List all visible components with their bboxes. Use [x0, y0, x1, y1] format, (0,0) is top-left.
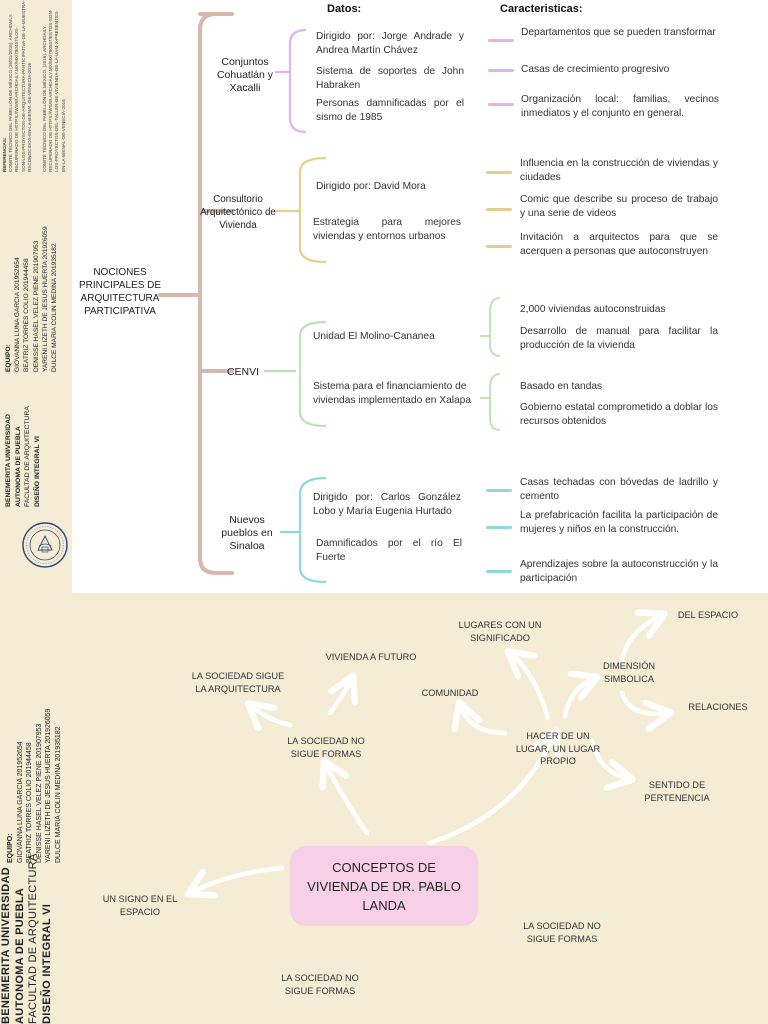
reference-line: SON-LOS-PROYECTOS-DE-ARQUITECTURA-PARTICIPATIVA-DE-LA-MUESTRA- [20, 0, 26, 172]
reference-line: COMITÉ TÉCNICO DEL PABELLÓN DE MÉXICO. (2016). ARCHDAILY. [42, 25, 47, 172]
dato-item: Sistema para el financiamiento de viviendas implementado en Xalapa [313, 381, 472, 406]
bottom-mind-map [0, 593, 768, 1024]
team-member: YARENI LIZETH DE JESUS HUERTA 201926059 [41, 226, 49, 372]
reference-line: RECUPERADO DE HTTPS://WWW.ARCHDAILY.MX/MX/780557/ESTOS-SON- [48, 9, 54, 172]
team-member: DULCE MARIA COLIN MEDINA 201935182 [51, 243, 59, 372]
purple-dash [488, 39, 514, 42]
teal-dash [486, 570, 512, 573]
reference-line: COMITÉ TÉCNICO DEL PABELLÓN DE MÉXICO (26/01/2016). ARCHDAILY. [8, 13, 14, 172]
dato-item: Dirigido por: David Mora [316, 181, 426, 192]
dato-item: Dirigido por: Carlos González Lobo y María Eugenia Hurtado [313, 492, 461, 517]
institution-line: DISEÑO INTEGRAL VI [33, 436, 41, 507]
branch-title-sinaloa: Nuevos pueblos en Sinaloa [221, 514, 273, 552]
branch-title-consultorio: Consultorio Arquitectónico de Vivienda [200, 194, 276, 231]
institution-line: FACULTAD DE ARQUITECTURA [27, 853, 39, 1024]
node-del-espacio: DEL ESPACIO [677, 610, 739, 620]
team-member: BEATRIZ TORRES COLIO 201944458 [23, 258, 31, 372]
root-topic: NOCIONES PRINCIPALES DE ARQUITECTURA PARTICIPATIVA [78, 267, 162, 317]
dato-item: Unidad El Molino-Cananea [313, 331, 435, 342]
caracteristica-item: Casas techadas con bóvedas de ladrillo y cemento [520, 477, 718, 502]
reference-line: EN-LA-BIENAL-DE-VENECIA-2016 [60, 99, 66, 172]
datos-header: Datos: [327, 3, 362, 15]
caracteristica-item: Casas de crecimiento progresivo [521, 64, 670, 75]
node-signo-espacio: UN SIGNO EN EL ESPACIO [102, 894, 178, 917]
caracteristica-item: Influencia en la construcción de viviendas y ciudades [520, 158, 718, 183]
reference-line: RECONOCIDOS-EN-LA-BIENAL-DE-VENECIA-2016 [26, 63, 32, 172]
purple-dash [488, 103, 514, 106]
branch-title-cenvi: CENVI [226, 366, 260, 378]
node-sociedad-no-sigue-formas: LA SOCIEDAD NO SIGUE FORMAS [287, 736, 365, 759]
caracteristica-item: Gobierno estatal comprometido a doblar los recursos obtenidos [520, 402, 718, 427]
institution-line: BENEMERITA UNIVERSIDAD [5, 414, 12, 507]
node-sociedad-no-sigue-formas-2: LA SOCIEDAD NO SIGUE FORMAS [523, 921, 601, 944]
node-relaciones: RELACIONES [688, 702, 748, 712]
team-member: BEATRIZ TORRES COLIO 201944458 [26, 742, 34, 863]
team-member: DENISSE HASEL VELEZ PIENE 201907953 [32, 240, 40, 372]
dato-item: Personas damnificadas por el sismo de 1985 [316, 98, 464, 123]
caracteristica-item: Departamentos que se pueden transformar [521, 27, 716, 38]
caracteristica-item: Comic que describe su proceso de trabajo y una serie de videos [520, 194, 718, 219]
gold-dash [486, 208, 512, 211]
caracteristica-item: 2,000 viviendas autoconstruidas [520, 304, 666, 315]
gold-dash [486, 171, 512, 174]
purple-dash [488, 69, 514, 72]
node-comunidad: COMUNIDAD [421, 688, 479, 698]
team-member: GIOVANNA LUNA GARCIA 201952654 [14, 257, 22, 372]
dato-item: Dirigido por: Jorge Andrade y Andrea Martín Chávez [316, 31, 464, 56]
teal-dash [486, 489, 512, 492]
institution-line: FACULTAD DE ARQUITECTURA [24, 406, 31, 507]
caracteristica-item: Organización local: familias, vecinos inmediatos y el conjunto en general. [521, 94, 719, 119]
node-hacer-lugar-propio: HACER DE UN LUGAR, UN LUGAR PROPIO [515, 731, 601, 766]
dato-item: Damnificados por el río El Fuerte [316, 538, 462, 563]
node-sociedad-sigue-arquitectura: LA SOCIEDAD SIGUE LA ARQUITECTURA [191, 671, 285, 694]
node-dimension-simbolica: DIMENSIÓN SIMBOLICA [602, 661, 656, 684]
institution-line: AUTONOMA DE PUEBLA [13, 887, 26, 1024]
node-lugares-significado: LUGARES CON UN SIGNIFICADO [458, 620, 542, 643]
caracteristica-item: Aprendizajes sobre la autoconstrucción y la participación [520, 559, 718, 584]
caracteristicas-header: Caracteristicas: [500, 3, 583, 15]
dato-item: Sistema de soportes de John Habraken [316, 66, 464, 91]
institution-line: BENEMERITA UNIVERSIDAD [0, 867, 12, 1024]
caracteristica-item: Basado en tandas [520, 381, 603, 392]
institution-line: DISEÑO INTEGRAL VI [40, 903, 53, 1024]
team-member: GIOVANNA LUNA GARCIA 201952654 [16, 741, 24, 863]
caracteristica-item: Desarrollo de manual para facilitar la producción de la vivienda [520, 326, 718, 351]
team-member: DULCE MARIA COLIN MEDINA 201935182 [54, 726, 62, 863]
team-heading: EQUIPO: [5, 344, 12, 372]
gold-dash [486, 245, 512, 248]
references-heading: REFERENCIAS: [2, 137, 7, 172]
caracteristica-item: Invitación a arquitectos para que se acerquen a personas que autoconstruyen [520, 232, 718, 257]
team-heading: EQUIPO: [7, 833, 14, 863]
institution-line: AUTONOMA DE PUEBLA [14, 426, 22, 507]
reference-line: LOS-PROYECTOS-DEL-TALLER-DE-VIVIENDA-DE-LA-UAM-X-PRESENTES- [54, 10, 60, 172]
node-vivienda-futuro: VIVIENDA A FUTURO [325, 652, 417, 662]
team-member: YARENI LIZETH DE JESUS HUERTA 201926059 [45, 708, 53, 863]
central-concept-label: CONCEPTOS DE VIVIENDA DE DR. PABLO LANDA [307, 859, 461, 913]
teal-dash [486, 526, 512, 529]
central-concept [290, 846, 478, 926]
caracteristica-item: La prefabricación facilita la participación de mujeres y niños en la construcción. [520, 510, 718, 535]
reference-line: RECUPERADO DE HTTPS://WWW.ARCHDAILY.MX/MX/780457/LOS- [14, 27, 20, 172]
team-member: DENISSE HASEL VELEZ PIENE 201907953 [35, 723, 43, 863]
node-sociedad-no-sigue-formas-3: LA SOCIEDAD NO SIGUE FORMAS [281, 973, 359, 996]
node-sentido-pertenencia: SENTIDO DE PERTENENCIA [644, 780, 710, 803]
branch-title-conjuntos: Conjuntos Cohuatlán y Xacalli [216, 56, 274, 94]
dato-item: Estrategia para mejores viviendas y entornos urbanos [313, 217, 461, 242]
